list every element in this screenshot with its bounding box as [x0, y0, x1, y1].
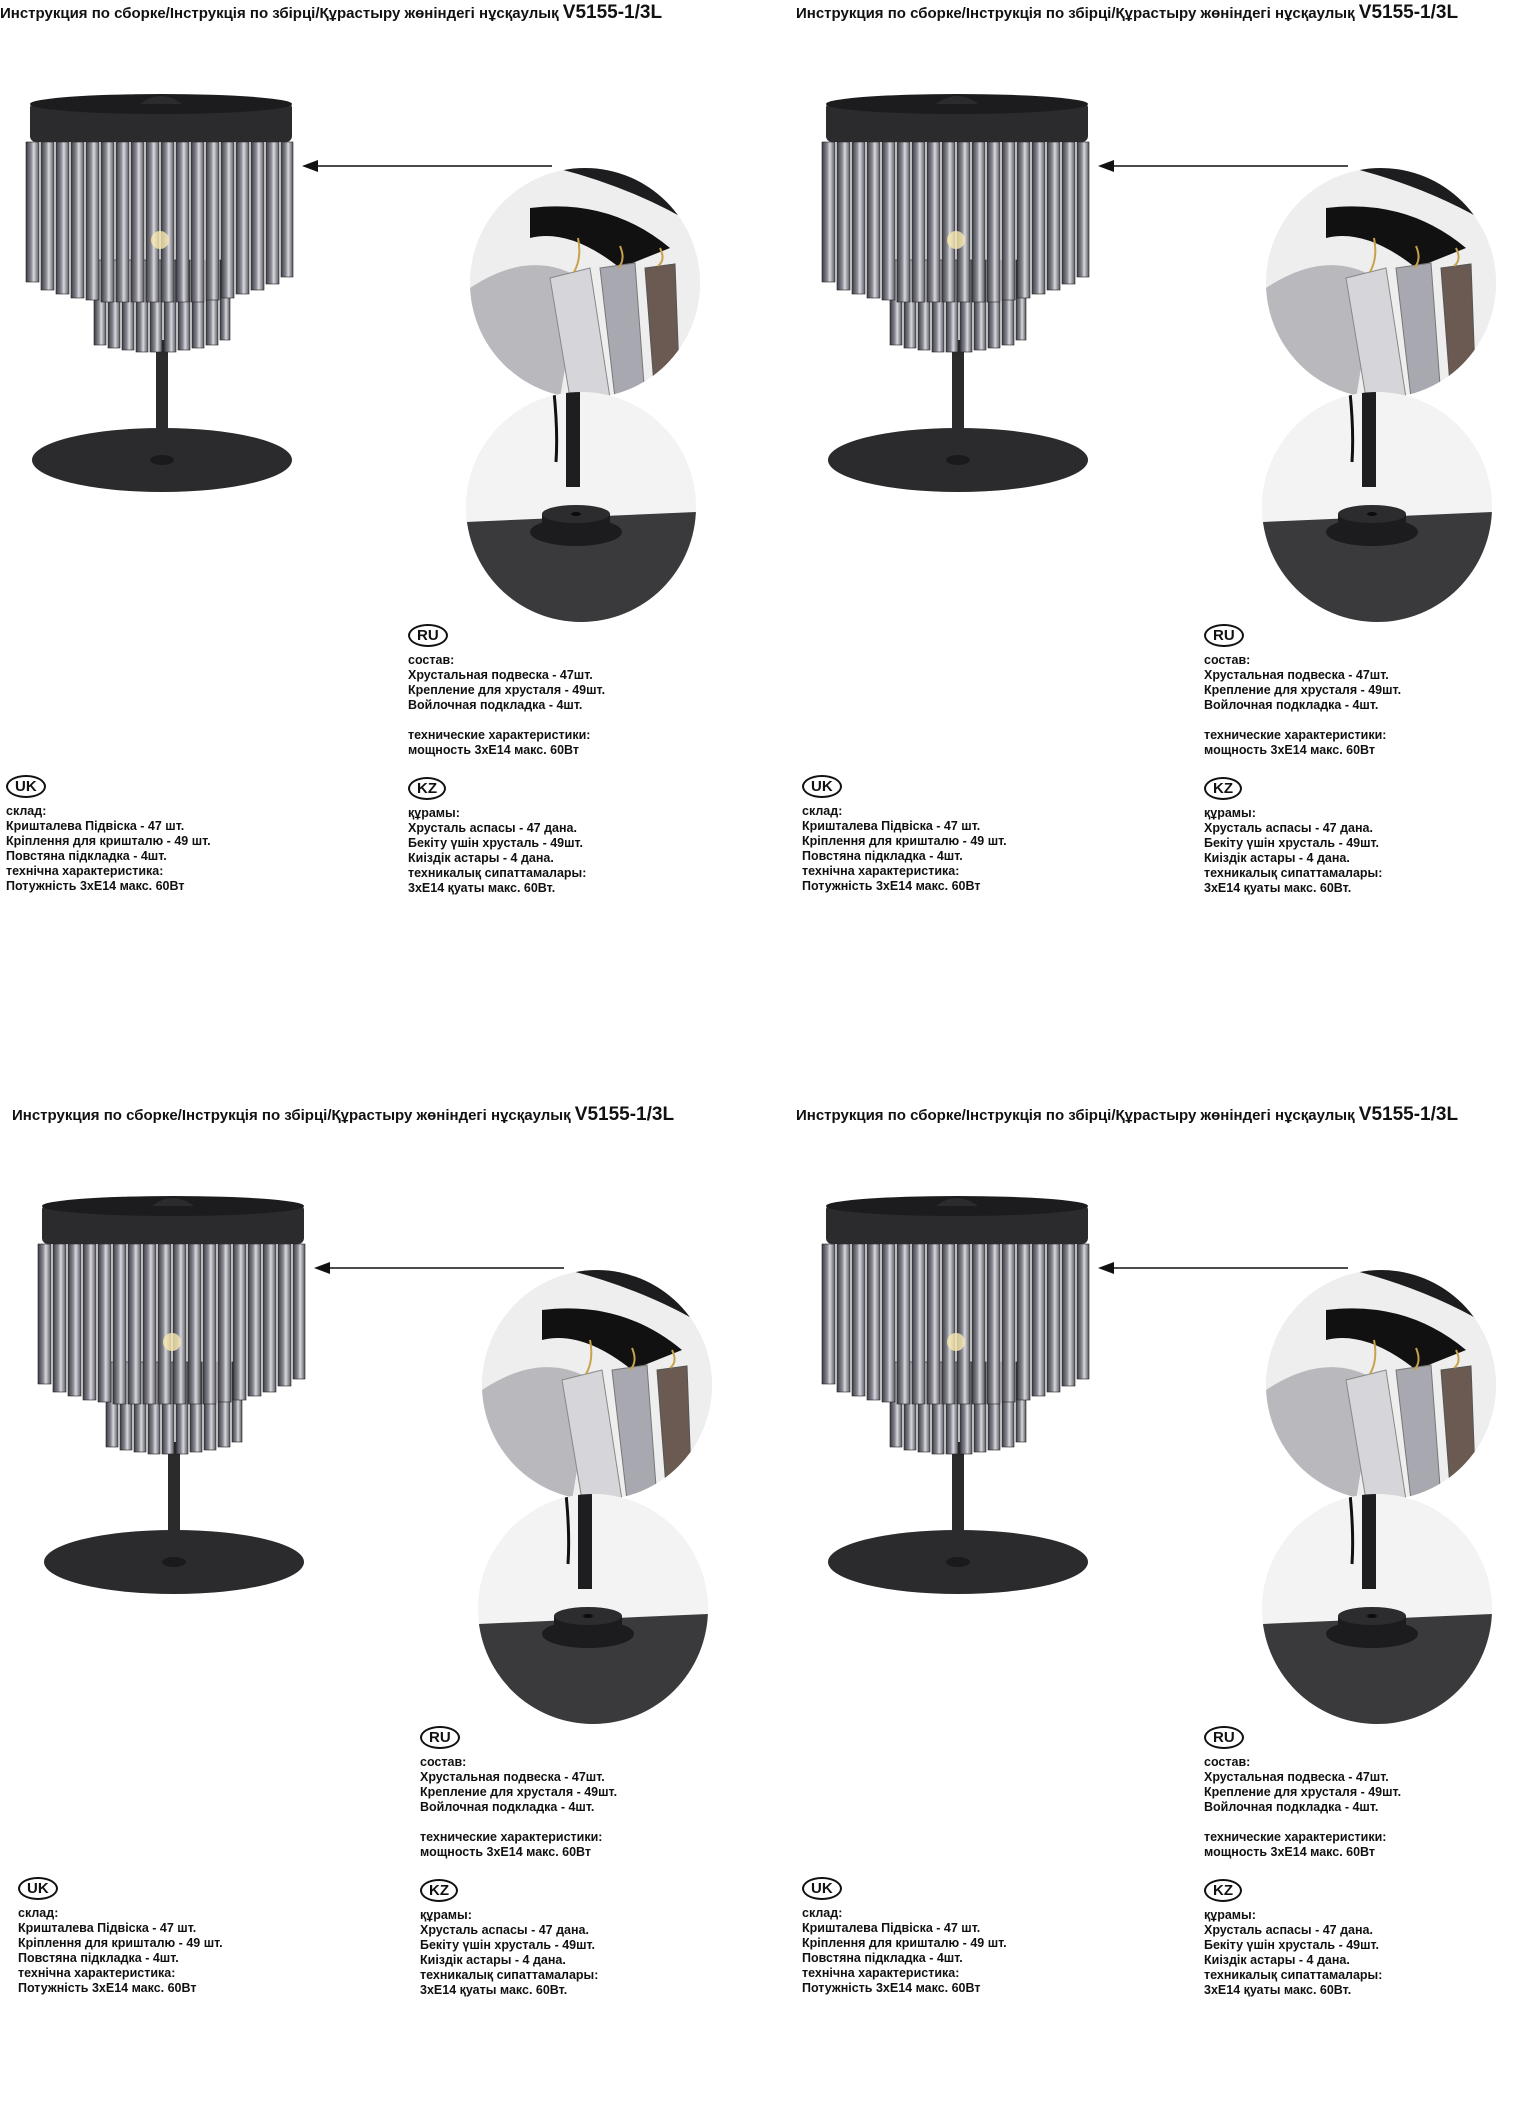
- kz-item: Киіздік астары - 4 дана.: [1204, 851, 1350, 865]
- kz-badge: KZ: [1204, 1879, 1242, 1902]
- lamp-base-detail: [1262, 1494, 1492, 1724]
- kz-instructions: [1204, 777, 1382, 896]
- ru-instructions: [1204, 1726, 1401, 1860]
- instruction-panel: [0, 0, 757, 1000]
- model-number: V5155-1/3L: [1358, 1104, 1459, 1125]
- title-text: Инструкция по сборке/Інструкція по збірці/Құрастыру жөніндегі нұсқаулық: [12, 1107, 571, 1124]
- ru-composition-label: состав:: [408, 653, 455, 667]
- uk-item: Кріплення для кришталю - 49 шт.: [802, 834, 1007, 848]
- uk-spec-value: Потужність 3хЕ14 макс. 60Вт: [18, 1981, 197, 1995]
- kz-badge: KZ: [420, 1879, 458, 1902]
- uk-badge: UK: [802, 775, 842, 798]
- uk-item: Кришталева Підвіска - 47 шт.: [18, 1921, 197, 1935]
- instruction-title: [796, 1104, 1458, 1126]
- ru-item: Хрустальная подвеска - 47шт.: [1204, 668, 1389, 682]
- kz-instructions: [420, 1879, 598, 1998]
- model-number: V5155-1/3L: [562, 2, 663, 23]
- uk-composition-label: склад:: [18, 1906, 59, 1920]
- lamp-base-detail: [1262, 392, 1492, 622]
- uk-item: Кришталева Підвіска - 47 шт.: [802, 819, 981, 833]
- ru-spec-label: технические характеристики:: [420, 1830, 603, 1844]
- kz-item: Хрусталь аспасы - 47 дана.: [1204, 821, 1373, 835]
- ru-composition-label: состав:: [420, 1755, 467, 1769]
- title-text: Инструкция по сборке/Інструкція по збірці/Құрастыру жөніндегі нұсқаулық: [0, 5, 559, 22]
- ru-spec-label: технические характеристики:: [1204, 728, 1387, 742]
- kz-composition-label: құрамы:: [420, 1908, 472, 1922]
- ru-item: Хрустальная подвеска - 47шт.: [420, 1770, 605, 1784]
- kz-instructions: [1204, 1879, 1382, 1998]
- kz-spec-value: 3хЕ14 қуаты макс. 60Вт.: [1204, 881, 1352, 895]
- ru-instructions: [1204, 624, 1401, 758]
- uk-composition-label: склад:: [802, 1906, 843, 1920]
- lamp-base-detail: [466, 392, 696, 622]
- kz-spec-label: техникалық сипаттамалары:: [420, 1968, 599, 1982]
- model-number: V5155-1/3L: [574, 1104, 675, 1125]
- uk-badge: UK: [802, 1877, 842, 1900]
- uk-instructions: [802, 775, 1007, 894]
- ru-item: Войлочная подкладка - 4шт.: [1204, 1800, 1379, 1814]
- ru-badge: RU: [420, 1726, 460, 1749]
- kz-item: Хрусталь аспасы - 47 дана.: [408, 821, 577, 835]
- table-lamp-illustration: [818, 90, 1118, 530]
- kz-spec-value: 3хЕ14 қуаты макс. 60Вт.: [408, 881, 556, 895]
- kz-composition-label: құрамы:: [1204, 1908, 1256, 1922]
- ru-composition-label: состав:: [1204, 1755, 1251, 1769]
- kz-spec-label: техникалық сипаттамалары:: [408, 866, 587, 880]
- ru-spec-value: мощность 3хЕ14 макс. 60Вт: [1204, 743, 1376, 757]
- ru-item: Хрустальная подвеска - 47шт.: [1204, 1770, 1389, 1784]
- table-lamp-illustration: [818, 1192, 1118, 1632]
- arrow-left-icon: [302, 158, 552, 174]
- ru-spec-value: мощность 3хЕ14 макс. 60Вт: [420, 1845, 592, 1859]
- instruction-title: [796, 2, 1458, 24]
- instruction-title: [0, 2, 662, 24]
- kz-item: Бекіту үшін хрусталь - 49шт.: [1204, 836, 1380, 850]
- kz-composition-label: құрамы:: [408, 806, 460, 820]
- ru-badge: RU: [1204, 1726, 1244, 1749]
- crystal-hook-detail: [482, 1270, 712, 1500]
- ru-spec-value: мощность 3хЕ14 макс. 60Вт: [408, 743, 580, 757]
- crystal-hook-detail: [1266, 1270, 1496, 1500]
- ru-item: Крепление для хрусталя - 49шт.: [1204, 683, 1402, 697]
- ru-item: Крепление для хрусталя - 49шт.: [408, 683, 606, 697]
- uk-item: Повстяна підкладка - 4шт.: [6, 849, 167, 863]
- kz-item: Бекіту үшін хрусталь - 49шт.: [408, 836, 584, 850]
- kz-instructions: [408, 777, 586, 896]
- kz-item: Киіздік астары - 4 дана.: [408, 851, 554, 865]
- instruction-title: [12, 1104, 674, 1126]
- uk-composition-label: склад:: [802, 804, 843, 818]
- ru-item: Хрустальная подвеска - 47шт.: [408, 668, 593, 682]
- kz-spec-label: техникалық сипаттамалары:: [1204, 866, 1383, 880]
- ru-badge: RU: [1204, 624, 1244, 647]
- instruction-panel: [796, 0, 1514, 1000]
- kz-item: Бекіту үшін хрусталь - 49шт.: [420, 1938, 596, 1952]
- uk-composition-label: склад:: [6, 804, 47, 818]
- arrow-left-icon: [1098, 158, 1348, 174]
- uk-spec-value: Потужність 3хЕ14 макс. 60Вт: [802, 879, 981, 893]
- uk-spec-label: технічна характеристика:: [802, 864, 960, 878]
- kz-spec-value: 3хЕ14 қуаты макс. 60Вт.: [1204, 1983, 1352, 1997]
- lamp-base-detail: [478, 1494, 708, 1724]
- title-text: Инструкция по сборке/Інструкція по збірці/Құрастыру жөніндегі нұсқаулық: [796, 1107, 1355, 1124]
- uk-item: Повстяна підкладка - 4шт.: [802, 1951, 963, 1965]
- uk-spec-label: технічна характеристика:: [6, 864, 164, 878]
- uk-spec-label: технічна характеристика:: [18, 1966, 176, 1980]
- ru-item: Крепление для хрусталя - 49шт.: [420, 1785, 618, 1799]
- crystal-hook-detail: [1266, 168, 1496, 398]
- ru-instructions: [408, 624, 605, 758]
- ru-item: Войлочная подкладка - 4шт.: [420, 1800, 595, 1814]
- uk-badge: UK: [18, 1877, 58, 1900]
- uk-spec-value: Потужність 3хЕ14 макс. 60Вт: [6, 879, 185, 893]
- arrow-left-icon: [314, 1260, 564, 1276]
- uk-item: Кришталева Підвіска - 47 шт.: [802, 1921, 981, 1935]
- ru-instructions: [420, 1726, 617, 1860]
- ru-spec-value: мощность 3хЕ14 макс. 60Вт: [1204, 1845, 1376, 1859]
- kz-badge: KZ: [1204, 777, 1242, 800]
- uk-instructions: [802, 1877, 1007, 1996]
- uk-badge: UK: [6, 775, 46, 798]
- uk-instructions: [18, 1877, 223, 1996]
- ru-item: Войлочная подкладка - 4шт.: [1204, 698, 1379, 712]
- uk-spec-value: Потужність 3хЕ14 макс. 60Вт: [802, 1981, 981, 1995]
- kz-composition-label: құрамы:: [1204, 806, 1256, 820]
- uk-item: Повстяна підкладка - 4шт.: [18, 1951, 179, 1965]
- table-lamp-illustration: [22, 90, 322, 530]
- kz-item: Хрусталь аспасы - 47 дана.: [420, 1923, 589, 1937]
- uk-item: Кріплення для кришталю - 49 шт.: [18, 1936, 223, 1950]
- kz-item: Хрусталь аспасы - 47 дана.: [1204, 1923, 1373, 1937]
- uk-item: Кріплення для кришталю - 49 шт.: [6, 834, 211, 848]
- kz-item: Киіздік астары - 4 дана.: [420, 1953, 566, 1967]
- arrow-left-icon: [1098, 1260, 1348, 1276]
- kz-item: Киіздік астары - 4 дана.: [1204, 1953, 1350, 1967]
- ru-spec-label: технические характеристики:: [1204, 1830, 1387, 1844]
- ru-spec-label: технические характеристики:: [408, 728, 591, 742]
- model-number: V5155-1/3L: [1358, 2, 1459, 23]
- uk-instructions: [6, 775, 211, 894]
- title-text: Инструкция по сборке/Інструкція по збірці/Құрастыру жөніндегі нұсқаулық: [796, 5, 1355, 22]
- ru-item: Войлочная подкладка - 4шт.: [408, 698, 583, 712]
- uk-item: Кріплення для кришталю - 49 шт.: [802, 1936, 1007, 1950]
- crystal-hook-detail: [470, 168, 700, 398]
- instruction-panel: [12, 1102, 769, 2102]
- table-lamp-illustration: [34, 1192, 334, 1632]
- ru-badge: RU: [408, 624, 448, 647]
- kz-item: Бекіту үшін хрусталь - 49шт.: [1204, 1938, 1380, 1952]
- uk-item: Кришталева Підвіска - 47 шт.: [6, 819, 185, 833]
- uk-item: Повстяна підкладка - 4шт.: [802, 849, 963, 863]
- uk-spec-label: технічна характеристика:: [802, 1966, 960, 1980]
- instruction-panel: [796, 1102, 1514, 2102]
- ru-item: Крепление для хрусталя - 49шт.: [1204, 1785, 1402, 1799]
- kz-spec-label: техникалық сипаттамалары:: [1204, 1968, 1383, 1982]
- ru-composition-label: состав:: [1204, 653, 1251, 667]
- kz-badge: KZ: [408, 777, 446, 800]
- kz-spec-value: 3хЕ14 қуаты макс. 60Вт.: [420, 1983, 568, 1997]
